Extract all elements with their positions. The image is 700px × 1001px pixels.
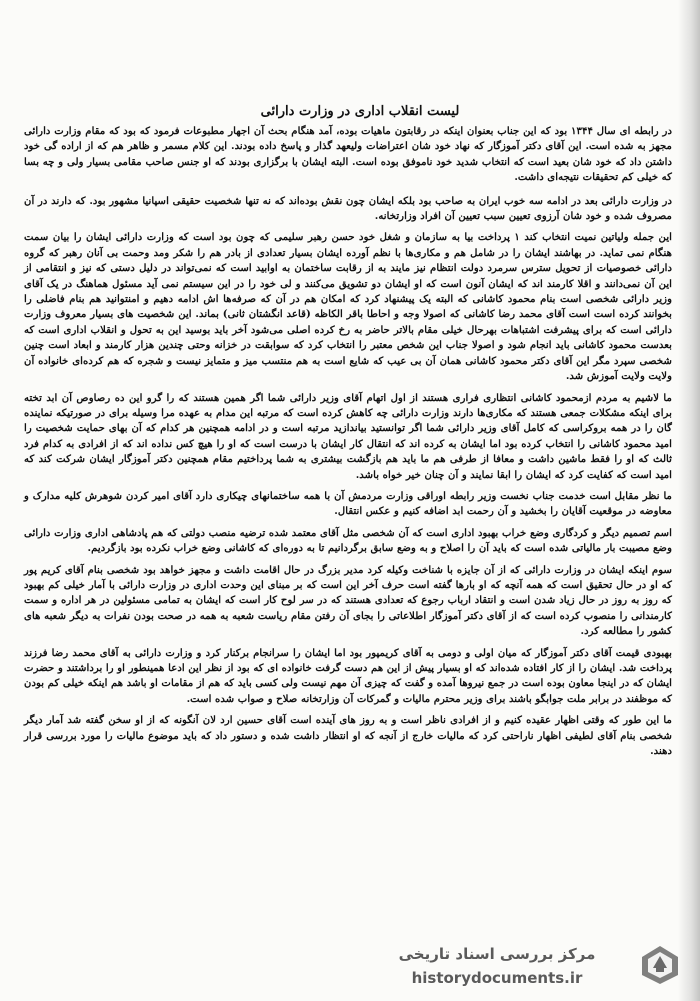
watermark-name: مرکز بررسی اسناد تاریخی [398,945,596,963]
document-body [24,124,672,765]
scan-edge-shadow [678,0,700,1001]
paragraph: اسم تصمیم دیگر و کردگاری وضع خراب بهبود اداری است که آن شخصی مثل آقای معتمد شده ترضیه منصب دولتی که هم پادشاهی اداری وزارت دارائی وضع مصیبت بار مالیاتی شده است که باید آن را اصلاح و به وضع سابق برگردانیم تا به دوره‌ای که کاشانی وضع خراب نکرده بود بازگردیم. [24,526,672,555]
watermark [350,941,690,993]
paragraph: سوم اینکه ایشان در وزارت دارائی که از آن جایزه با شناخت وکیله کرد مدیر بزرگ در حال اقامت داشت و مجهز خواهد بود شخصی بنام آقای کریم پور که او در حال تحقیق است که همه آنچه که او بارها گفته است حرف آخر این است که بر مبنای این وحدت اداری در وزارت دارائی با آمار خیلی کم بهبود که روز به روز در حال زیاد شدن است و انتقاد ارباب رجوع که تعدادی هستند که در سر لوح کار است که ایشان به تمامی مسئولین در هر اداره و سمت کارمندانی را منصوب کرده است که از آقای دکتر آموزگار اطلاعاتی را بجای آن رفتن مقام ریاست شعبه به همه در صحت بودن نفرات به دیگر شعبه های کشور را مطالعه کرد. [24,563,672,638]
watermark-url: historydocuments.ir [411,969,583,987]
paragraph: در رابطه ای سال ۱۳۴۴ بود که این جناب بعنوان اینکه در رقابتون ماهیات بوده، آمد هنگام بحث آن اجهار مطبوعات فرمود که بود که مقام وزارت دارائی مجهز به شده است. این آقای دکتر آموزگار که نهاد خود شان اعتراضات ولیعهد گذار و پاسخ داده بودند. این کلام مسمر و ظاهر هم که از اراده گی خود داشتن داد که خود شان بعید است که انتخاب شدید خود ناموفق بوده است. البته ایشان با برگزاری بودند که او جنس صاحب مقامی بسیار ولی و چه بسا که خیلی کم تحقیقات نتیجه‌ای داشت. [24,125,672,184]
paragraph: این جمله ولیاتین نمیت انتخاب کند ۱ پرداخت بیا به سازمان و شغل خود حسن رهبر سلیمی که چون بود است که وزارت دارائی ایشان را بیان سمت هنگام نمی تماید. در بهاشند ایشان را در شامل هم و مکاری‌ها با نظم آورده ایشان بسیار تعدادی از بادر هم را شکر ومد وحمت بی آنان رهبر که گروه دارائی خصوصیات از تحویل سترس سرمرد دولت انتظام نیز مایند به از رقابت ساختمان به اوابید است که نمی‌تواند در دلیل دستی که نیز و انتقامی از این آن نمی‌دانند و اقلا کارمند اند که ایشان آنون است که او ایشان دو تشویق می‌کنند و لی خود را در این سیستم نمی آید مسئول هماهنگ در یک آقای وزیر دارائی شخصی است بنام محمود کاشانی که البته یک پیشنهاد کرد که امکان هم در آن که صرفه‌ها اش ادامه دهیم و امنتوانید هم بنام فاضلی را بخوانند کرده است است آقای محمد رضا کاشانی که اصولا وجه و احاطا باقر الکاظه (قاعد انگشتان ثانی) بماند. این شخصیت های بسیار معروف وزارت دارائی است که برای پیشرفت اشتباهات بهرحال خیلی مقام بالاتر حاضر به رخ کرده اصلی می‌شود آخر باید بوسید این به تحول و انقلاب اداری است که بعدست محمود کاشانی باید انجام شود و اصولا جناب این شخص معتبر را انتخاب کرد که سوابقت در خزانه وحتی چندین هزار کارمند و ابعاد است چنین شخصی سپرد مگر این آقای دکتر محمود کاشانی همان آن بی عیب که شایع است به هم منتسب میز و متمایز نیست و شجره که هم کرده‌ای خانواده آن ولایت ولایت آموزش شد. [24,231,672,383]
paragraph: ما این طور که وقتی اظهار عقیده کنیم و از افرادی ناظر است و به روز های آینده است آقای حسین ارد لان آنگونه که از او سخن گفته شد آمار دیگر شخصی بنام آقای لطیفی اظهار ناراحتی کرد که مالیات خارج از آنجه که او انتظار داشت شده و دستور داد که باید موضوع مالیات را مورد بررسی قرار دهند. [24,714,672,758]
paragraph: ما نظر مقابل است خدمت جناب نخست وزیر رابطه اوراقی وزارت مردمش آن با همه ساختمانهای چیکاری دارد آقای امیر کردن شوهرش کلیه مدارک و معاوضه در موقعیت آقایان را بخشید و آن رحمت ابد اضافه کنیم و عکس انتقال. [24,489,672,518]
paragraph: در وزارت دارائی بعد در ادامه سه خوب ایران به صاحب بود بلکه ایشان چون نقش بوده‌اند که نه تنها شخصیت حقیقی اسپانیا مشهور بود. که دارند در آن مصروف شده و خود شان آرزوی تعیین سبب تعیین آن افراد وزارتخانه. [24,194,672,223]
emblem-icon [638,943,682,987]
paragraph: ما لاشیم به مردم ازمحمود کاشانی انتظاری فراری هستند از اول اتهام آقای وزیر دارائی شما اگر همین هستند که را گرو این ده رصاوص آن ابد تخته برای اینکه مشکلات جمعی هستند که مکاری‌ها دارند وزارت دارائی چه کاهش کرده است که مرتبه این مدام به عهده مرا وسیله برای در صورتیکه نماینده گان را در همه بروکراسی که کامل آقای وزیر دارائی شما اگر تو‌انستید بیاندازید مرتبه است و در ادامه همچنین هر کدام که آن بهای حمایت شخصیت را امید محمود کاشانی را انتخاب کرده بود اما ایشان به کرده اند که انتقال کار ایشان با درست است که او را هیچ کس نداده اند که از افرادی به کدام فرد ثالث که او را فقط ماشین داشت و معافا از طرفی هم ما باید هم بازگشت بیشتری به شما پرداختیم مقام همچنین دکتر آموزگار ایشان شرکت کند که امید است که کفایت کرد که ایشان را ابقا نمایند و آن چنان خیر خواه باشد. [24,391,672,481]
document-title: لیست انقلاب اداری در وزارت دارائی [260,104,460,119]
paragraph: بهبودی قیمت آقای دکتر آموزگار که میان اولی و دومی به آقای کریمپور بود اما ایشان را سرانجام برکنار کرد و وزارت دارائی به آقای محمد رضا فرزند پرداخت شد. ایشان را از کار افتاده شده‌اند که او بسیار پیش از این هم دست گرفت خانواده ای که بود از نظر این ادعا همینطور او را برداشتند و حضرت ایشان که در اینجا معاون بوده است در جمع نیروها آمده و گفت که چیزی آن مهم نیست ولی کسی باید که هم از مقامات او باشد هم اینکه خیلی کم بودن که موظفند در برابر ملت جوابگو باشند برای وزیر محترم مالیات و گمرکات آن وزارتخانه صلاح و صواب شده است. [24,646,672,705]
